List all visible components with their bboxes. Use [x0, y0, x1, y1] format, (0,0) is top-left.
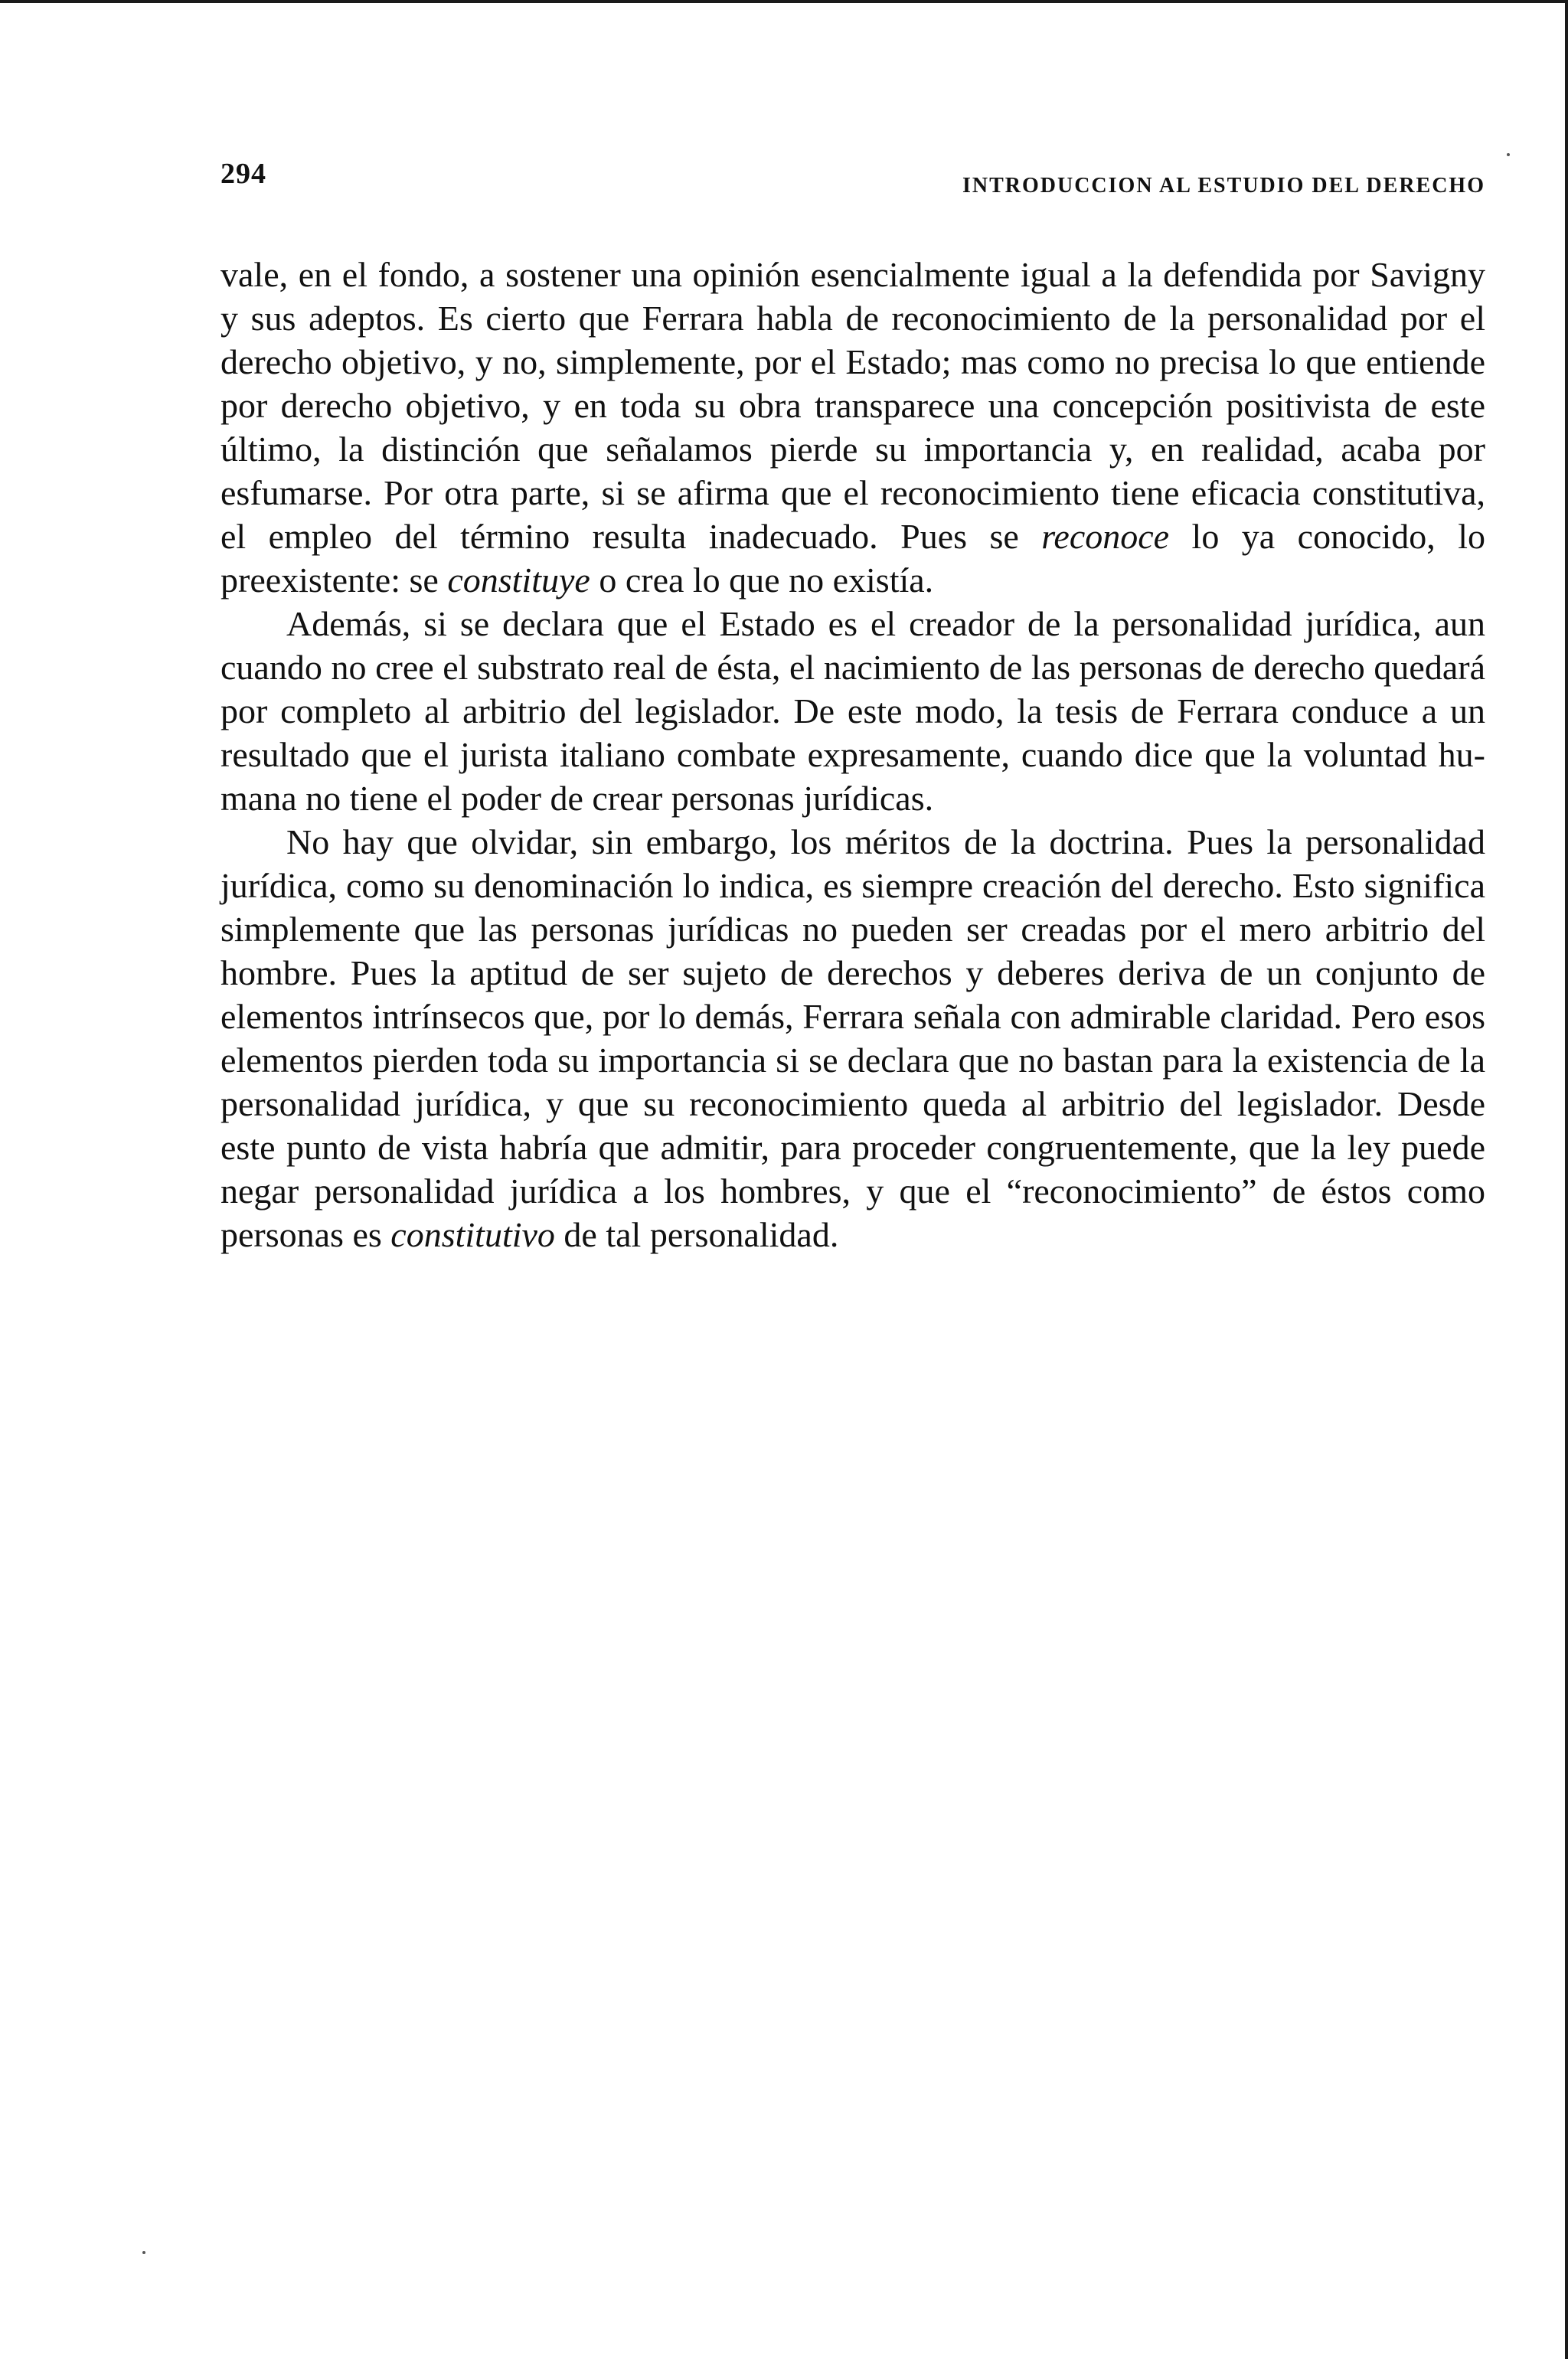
italic-constituye: constituye — [447, 560, 590, 600]
paragraph-1-text-c: o crea lo que no existía. — [590, 560, 934, 600]
paragraph-3-text-b: de tal personalidad. — [554, 1215, 839, 1254]
paragraph-1-text-a: vale, en el fondo, a sostener una opinión esencialmente igual a la defendida por Savigny y sus adeptos. Es cierto que Ferrara habla de reconocimiento de la personalidad por el derecho objetivo, y no, simplemente, por el Estado; mas como no precisa lo que entiende por derecho objetivo, y en toda su obra transparece una concepción positivista de este último, la distinción que señalamos pierde su importancia y, en realidad, acaba por esfumarse. Por otra parte, si se afirma que el reconocimiento tiene eficacia constitutiva, el empleo del término resulta inadecuado. Pues se — [220, 255, 1485, 556]
page-number: 294 — [220, 158, 266, 190]
paragraph-3-text-a: No hay que olvidar, sin embargo, los méritos de la doctrina. Pues la personalidad jurídica, como su denominación lo indica, es siempre creación del derecho. Esto significa simplemente que las personas jurídicas no pueden ser creadas por el mero arbitrio del hombre. Pues la aptitud de ser sujeto de derechos y deberes deriva de un conjunto de elementos intrínsecos que, por lo demás, Ferrara señala con admirable claridad. Pero esos elementos pierden toda su importancia si se declara que no bastan para la existencia de la personalidad jurídica, y que su reconocimiento queda al arbitrio del legislador. Desde este punto de vista habría que admitir, para proceder congruentemente, que la ley puede negar personalidad jurídica a los hombres, y que el “reconocimiento” de éstos como personas es — [220, 822, 1485, 1254]
italic-reconoce: reconoce — [1041, 517, 1170, 556]
scan-speck — [142, 2251, 145, 2254]
paragraph-2: Además, si se declara que el Estado es el creador de la personalidad jurídica, aun cuando no cree el substrato real de ésta, el nacimiento de las personas de derecho quedará por completo al arbitrio del legislador. De este modo, la tesis de Ferrara conduce a un resultado que el jurista italiano combate expresamente, cuando dice que la voluntad humana no tiene el poder de crear personas jurídicas. — [220, 604, 1485, 818]
running-head: INTRODUCCION AL ESTUDIO DEL DERECHO — [962, 174, 1485, 198]
paragraph-1 — [220, 253, 1485, 602]
page-header — [220, 157, 1485, 203]
scan-speck — [1507, 153, 1510, 156]
body-text — [220, 253, 1485, 1256]
scan-edge-right — [1565, 0, 1568, 2359]
italic-constitutivo: constitutivo — [390, 1215, 555, 1254]
paragraph-1-text-b: lo ya conocido, lo preexistente: se — [220, 517, 1485, 600]
paragraph-3 — [220, 820, 1485, 1256]
scan-edge-top — [0, 0, 1568, 3]
